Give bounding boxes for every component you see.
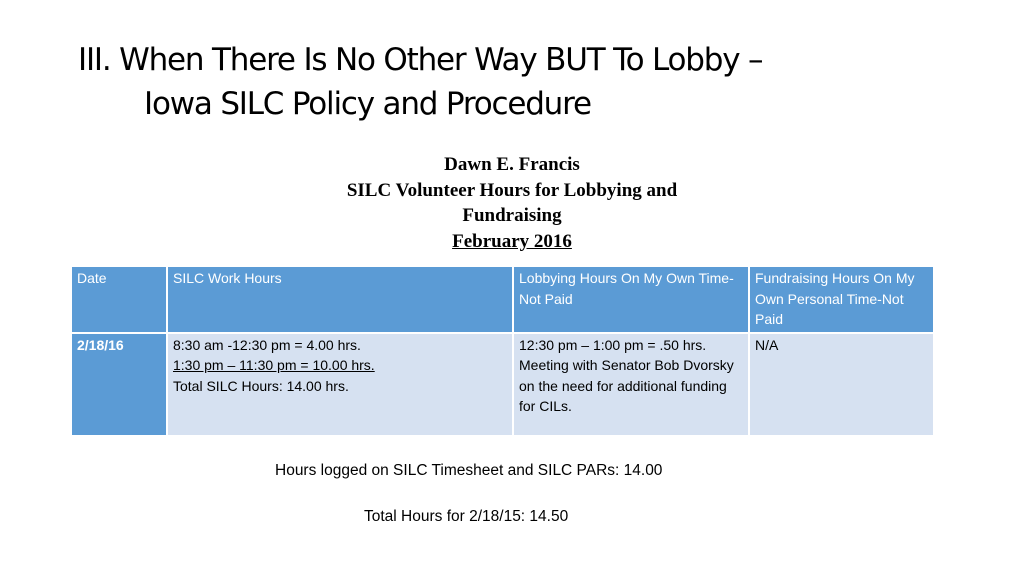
work-hours-line-1: 8:30 am -12:30 pm = 4.00 hrs. xyxy=(173,336,361,353)
table-header-row xyxy=(71,266,934,333)
doc-title-line-2: Fundraising xyxy=(462,205,562,226)
title-line-1: III. When There Is No Other Way BUT To Lobby – xyxy=(78,42,763,78)
cell-lobbying-hours: 12:30 pm – 1:00 pm = .50 hrs. Meeting with Senator Bob Dvorsky on the need for additional funding for CILs. xyxy=(513,333,749,436)
header-silc-work-hours: SILC Work Hours xyxy=(167,266,513,333)
doc-title-line-1: SILC Volunteer Hours for Lobbying and xyxy=(346,179,678,201)
doc-date: February 2016 xyxy=(452,230,572,252)
author-name: Dawn E. Francis xyxy=(444,154,580,175)
document-heading xyxy=(262,152,762,254)
title-line-2: Iowa SILC Policy and Procedure xyxy=(144,86,591,122)
slide-title xyxy=(78,38,978,126)
work-hours-line-2: 1:30 pm – 11:30 pm = 10.00 hrs. xyxy=(173,357,375,373)
header-fundraising-hours: Fundraising Hours On My Own Personal Time-Not Paid xyxy=(749,266,934,333)
work-hours-total: Total SILC Hours: 14.00 hrs. xyxy=(173,377,349,394)
cell-date: 2/18/16 xyxy=(71,333,167,436)
table-row xyxy=(71,333,934,436)
hours-logged-note: Hours logged on SILC Timesheet and SILC PARs: 14.00 xyxy=(275,462,663,479)
cell-fundraising-hours: N/A xyxy=(749,333,934,436)
hours-table xyxy=(70,265,935,437)
cell-silc-work-hours xyxy=(167,333,513,436)
header-lobbying-hours: Lobbying Hours On My Own Time-Not Paid xyxy=(513,266,749,333)
total-hours-note: Total Hours for 2/18/15: 14.50 xyxy=(364,508,569,525)
header-date: Date xyxy=(71,266,167,333)
